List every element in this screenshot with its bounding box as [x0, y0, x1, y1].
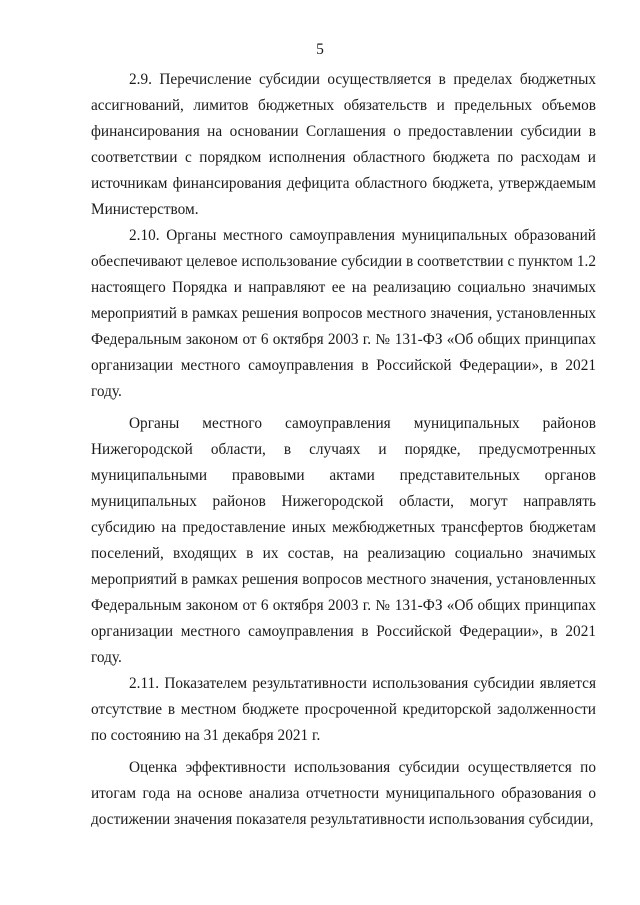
paragraph-2-10: 2.10. Органы местного самоуправления муниципальных образований обеспечивают целевое использование субсидии в соответствии с пунктом 1.2 настоящего Порядка и направляют ее на реализацию социально значимых мероприятий в рамках решения вопросов местного значения, установленных Федеральным законом от 6 октября 2003 г. № 131-ФЗ «Об общих принципах организации местного самоуправления в Российской Федерации», в 2021 году.	[91, 227, 596, 400]
paragraph-efficiency-assessment: Оценка эффективности использования субсидии осуществляется по итогам года на основе анализа отчетности муниципального образования о достижении значения показателя результативности использования субсидии,	[91, 759, 596, 828]
document-body	[91, 67, 596, 833]
paragraph-2-11: 2.11. Показателем результативности использования субсидии является отсутствие в местном бюджете просроченной кредиторской задолженности по состоянию на 31 декабря 2021 г.	[91, 675, 596, 744]
page-number: 5	[316, 41, 324, 58]
paragraph-municipal-districts: Органы местного самоуправления муниципальных районов Нижегородской области, в случаях и порядке, предусмотренных муниципальными правовыми актами представительных органов муниципальных районов Нижегородской области, могут направлять субсидию на предоставление иных межбюджетных трансфертов бюджетам поселений, входящих в их состав, на реализацию социально значимых мероприятий в рамках решения вопросов местного значения, установленных Федеральным законом от 6 октября 2003 г. № 131-ФЗ «Об общих принципах организации местного самоуправления в Российской Федерации», в 2021 году.	[91, 415, 596, 666]
paragraph-2-9: 2.9. Перечисление субсидии осуществляется в пределах бюджетных ассигнований, лимитов бюджетных обязательств и предельных объемов финансирования на основании Соглашения о предоставлении субсидии в соответствии с порядком исполнения областного бюджета по расходам и источникам финансирования дефицита областного бюджета, утверждаемым Министерством.	[91, 71, 596, 218]
